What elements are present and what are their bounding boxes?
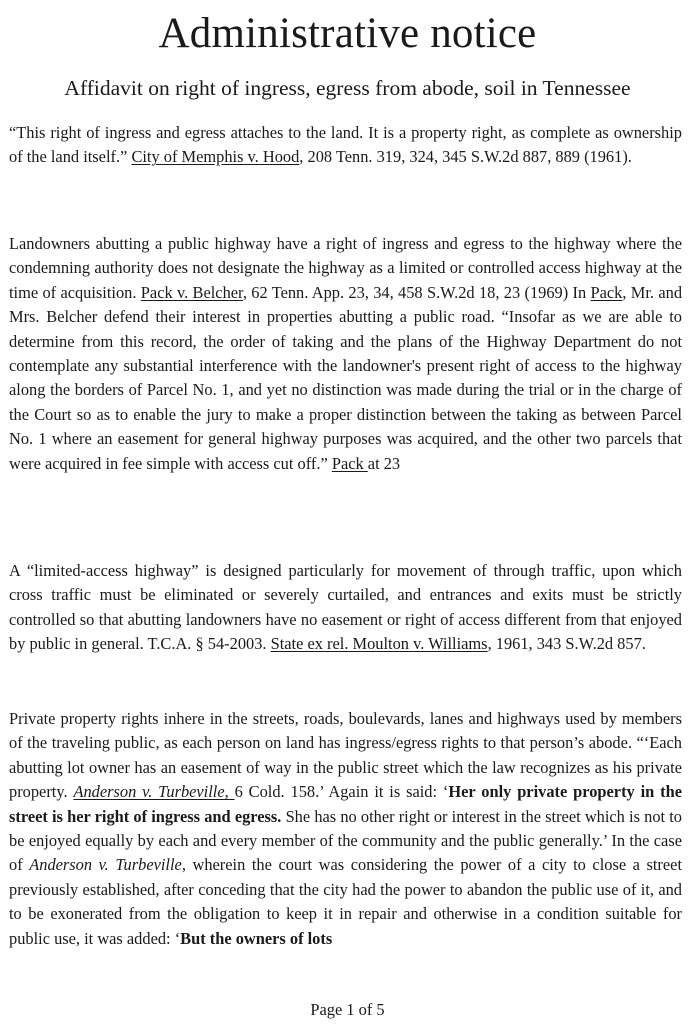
page-subtitle: Affidavit on right of ingress, egress from abode, soil in Tennessee [64,76,631,100]
paragraph-4-text-4: , wherein the court was considering the power of a city to close a street previously established, after conceding that the city had the power to abandon the public use of it, and to be exonerated from the obligation to keep it in repair and otherwise in a condition suitable for public use, it was added: ‘ [9,855,682,948]
case-citation-memphis-v-hood: City of Memphis v. Hood [131,147,300,167]
paragraph-2-text-3: , Mr. and Mrs. Belcher defend their interest in properties abutting a public road. “Insofar as we are able to determine from this record, the order of taking and the plans of the Highway Department do not contemplate any substantial interference with the landowner's present right of access to the highway along the borders of Parcel No. 1, and yet no distinction was made during the trial or in the charge of the Court so as to enable the jury to make a proper distinction between the taking as between Parcel No. 1 where an easement for general highway purposes was acquired, and the other two parcels that were acquired in fee simple with access cut off.” [9,282,683,473]
paragraph-2-text-4: at 23 [367,453,401,473]
case-citation-pack-v-belcher: Pack v. Belcher [140,282,243,302]
paragraph-2-text: Landowners abutting a public highway have a right of ingress and egress to the highway where the condemning authority does not designate the highway as a limited or controlled access highway at the time of acquisition. [9,234,682,302]
case-citation-anderson-v-turbeville: Anderson v. Turbeville, [73,782,235,802]
paragraph-1 [9,121,682,170]
page-title: Administrative notice [158,10,537,57]
case-name-anderson-v-turbeville: Anderson v. Turbeville [29,855,182,875]
paragraph-4-text-2: 6 Cold. 158.’ Again it is said: ‘ [234,782,449,802]
paragraph-4 [9,707,682,951]
case-citation-pack-2: Pack [331,453,368,473]
case-citation-pack: Pack [590,282,623,302]
paragraph-3-text: A “limited-access highway” is designed particularly for movement of through traffic, upon which cross traffic must be eliminated or severely curtailed, and entrances and exits must be strictly controlled so that abutting landowners have no easement or right of access different from that enjoyed by public in general. T.C.A. § 54-2003. [9,561,682,654]
paragraph-2 [9,232,682,476]
case-citation-state-v-williams: State ex rel. Moulton v. Williams [270,634,488,654]
paragraph-3-text-2: , 1961, 343 S.W.2d 857. [487,634,646,654]
paragraph-1-text: “This right of ingress and egress attaches to the land. It is a property right, as complete as ownership of the land itself.” [9,123,682,167]
paragraph-3 [9,559,682,657]
page-number: Page 1 of 5 [310,1000,385,1019]
paragraph-1-text-2: , 208 Tenn. 319, 324, 345 S.W.2d 887, 889 (1961). [299,147,632,167]
paragraph-4-text-3: She has no other right or interest in the street which is not to be enjoyed equally by each and every member of the community and the public generally.’ In the case of [9,806,682,875]
paragraph-2-text-2: , 62 Tenn. App. 23, 34, 458 S.W.2d 18, 23 (1969) In [242,282,591,302]
bold-quote-owners-of-lots: But the owners of lots [180,928,333,948]
bold-quote-ingress-egress: Her only private property in the street is her right of ingress and egress. [9,782,682,826]
paragraph-4-text: Private property rights inhere in the streets, roads, boulevards, lanes and highways used by members of the traveling public, as each person on land has ingress/egress rights to that person’s abode. “‘Each abutting lot owner has an easement of way in the public street which the law recognizes as his private property. [9,709,682,802]
